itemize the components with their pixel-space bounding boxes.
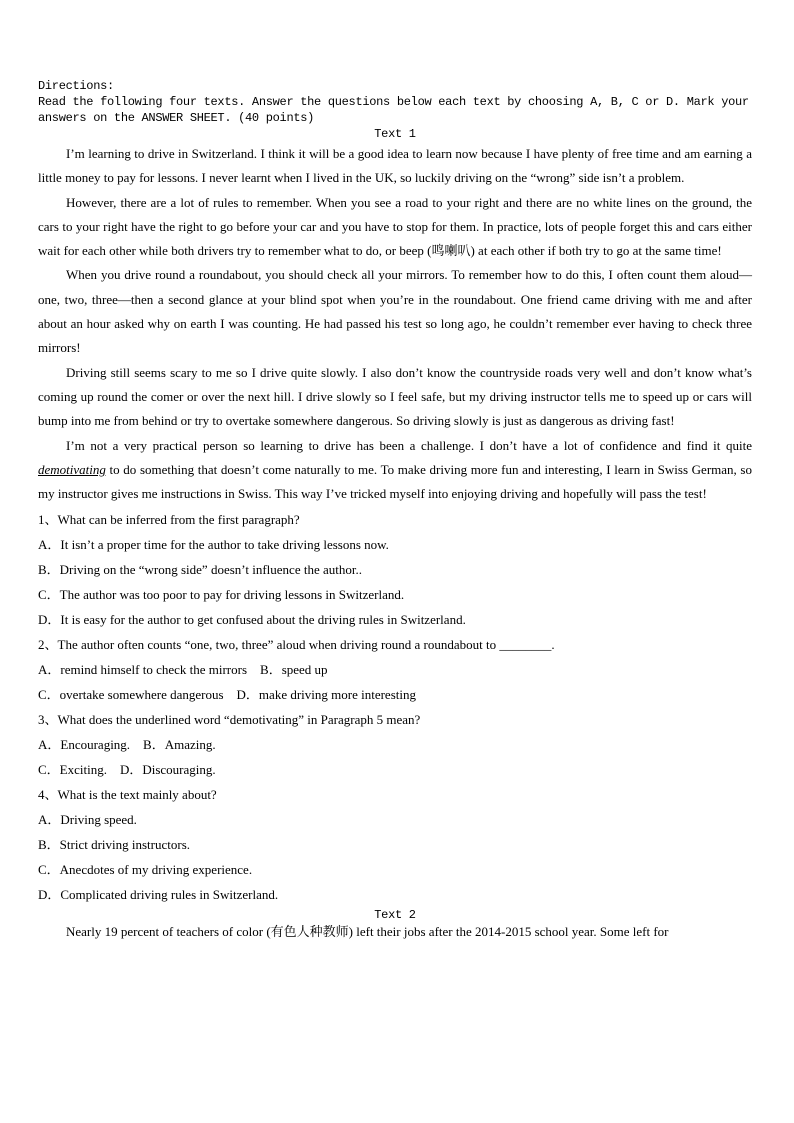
- text2-title: Text 2: [374, 908, 416, 923]
- text1-paragraph-4: Driving still seems scary to me so I drive quite slowly. I also don’t know the countryside roads very well and don’t know what’s coming up round the comer or over the next hill. I drive slowly so I feel safe, but my driving instructor tells me to speed up or cars will bump into me from behind or try to overtake somewhere dangerous. So driving slowly is just as dangerous as driving fast!: [38, 364, 752, 429]
- text1-title: Text 1: [374, 127, 416, 141]
- text1-paragraph-3: When you drive round a roundabout, you should check all your mirrors. To remember how to do this, I often count them aloud—one, two, three—then a second glance at your blind spot when you’re in the roundabout. One friend came driving with me and after about an hour asked why on earth I was counting. He had passed his test so long ago, he couldn’t remember ever having to check three mirrors!: [38, 267, 752, 356]
- option: C．Exciting. D．Discouraging.: [38, 762, 216, 778]
- text1-paragraph-1: I’m learning to drive in Switzerland. I think it will be a good idea to learn now because I have plenty of free time and am earning a little money to pay for lessons. I never learnt when I lived in the UK, so luckily driving on the “wrong” side isn’t a problem.: [38, 146, 752, 186]
- question-2: 2、The author often counts “one, two, three” aloud when driving round a roundabout to ________.: [38, 637, 555, 653]
- option: C．The author was too poor to pay for driving lessons in Switzerland.: [38, 587, 405, 603]
- question-1: 1、What can be inferred from the first paragraph?: [38, 512, 300, 528]
- option: A．Driving speed.: [38, 812, 137, 828]
- questions-list: [38, 507, 752, 907]
- option: C．Anecdotes of my driving experience.: [38, 862, 253, 878]
- option: C．overtake somewhere dangerous D．make driving more interesting: [38, 687, 416, 703]
- option: B．Driving on the “wrong side” doesn’t influence the author..: [38, 562, 362, 578]
- text1-paragraph-5: [38, 434, 752, 507]
- directions-heading: Directions:: [38, 79, 114, 93]
- option: D．Complicated driving rules in Switzerland.: [38, 887, 279, 903]
- option: D．It is easy for the author to get confused about the driving rules in Switzerland.: [38, 612, 466, 628]
- question-3: 3、What does the underlined word “demotivating” in Paragraph 5 mean?: [38, 712, 421, 728]
- question-4: 4、What is the text mainly about?: [38, 787, 217, 803]
- paragraph-5-start: I’m not a very practical person so learning to drive has been a challenge. I don’t have a lot of confidence and find it quite: [66, 437, 752, 453]
- text2-first-line: Nearly 19 percent of teachers of color (有色人种教师) left their jobs after the 2014-2015 school year. Some left for: [66, 924, 669, 940]
- option: A．Encouraging. B．Amazing.: [38, 737, 216, 753]
- option: A．remind himself to check the mirrors B．speed up: [38, 662, 328, 678]
- option: A．It isn’t a proper time for the author to take driving lessons now.: [38, 537, 389, 553]
- document-content: [38, 78, 752, 941]
- underlined-word: demotivating: [38, 461, 106, 477]
- option: B．Strict driving instructors.: [38, 837, 191, 853]
- text1-paragraph-2: However, there are a lot of rules to remember. When you see a road to your right and there are no white lines on the ground, the cars to your right have the right to go before your car and you have to stop for them. In practice, lots of people forget this and cars either wait for each other while both drivers try to remember what to do, or beep (鸣喇叭) at each other if both try to go at the same time!: [38, 194, 752, 259]
- paragraph-5-end: to do something that doesn’t come naturally to me. To make driving more fun and interesting, I learn in Swiss German, so my instructor gives me instructions in Swiss. This way I’ve tricked myself into enjoying driving and hopefully will pass the test!: [38, 461, 752, 502]
- directions-text: Read the following four texts. Answer the questions below each text by choosing A, B, C or D. Mark your answers on the ANSWER SHEET. (40 points): [38, 95, 749, 125]
